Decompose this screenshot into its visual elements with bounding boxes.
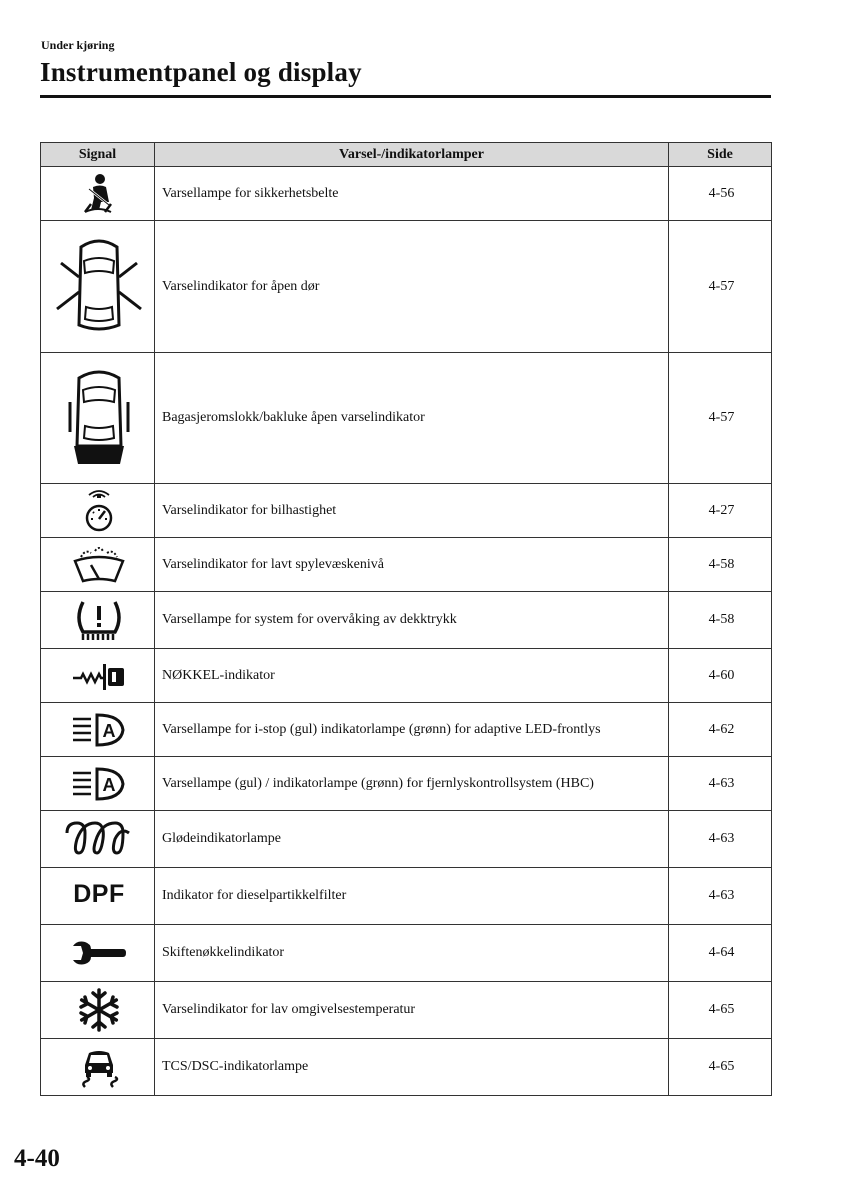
glow-plug-icon (63, 819, 135, 859)
signal-cell (41, 982, 155, 1039)
description-cell: NØKKEL-indikator (155, 649, 669, 703)
table-row (41, 353, 772, 484)
signal-cell (41, 221, 155, 353)
warning-lamps-table (40, 142, 772, 1096)
table-row (41, 484, 772, 538)
signal-cell (41, 592, 155, 649)
table-row (41, 592, 772, 649)
page-cell: 4-62 (669, 703, 772, 757)
description-cell: Indikator for dieselpartikkelfilter (155, 868, 669, 925)
table-row (41, 811, 772, 868)
description-cell: Skiftenøkkelindikator (155, 925, 669, 982)
signal-cell (41, 538, 155, 592)
adaptive-led-headlight-icon (71, 711, 127, 749)
description-cell: Varsellampe (gul) / indikatorlampe (grønn) for fjernlyskontrollsystem (HBC) (155, 757, 669, 811)
table-row (41, 538, 772, 592)
table-row (41, 982, 772, 1039)
page-cell: 4-60 (669, 649, 772, 703)
signal-cell (41, 353, 155, 484)
page-cell: 4-57 (669, 221, 772, 353)
table-row (41, 221, 772, 353)
table-row (41, 1039, 772, 1096)
tire-pressure-icon (73, 596, 125, 644)
page-title: Instrumentpanel og display (40, 57, 362, 87)
table-row (41, 757, 772, 811)
title-rule (40, 95, 771, 98)
speed-warning-icon (79, 489, 119, 533)
signal-cell (41, 811, 155, 868)
page-cell: 4-64 (669, 925, 772, 982)
table-row (41, 868, 772, 925)
column-header-description: Varsel-/indikatorlamper (155, 143, 669, 167)
snowflake-icon (76, 987, 122, 1033)
washer-fluid-icon (71, 545, 127, 585)
seatbelt-warning-icon (79, 172, 119, 216)
table-row (41, 925, 772, 982)
description-cell: Varselindikator for bilhastighet (155, 484, 669, 538)
page-cell: 4-65 (669, 1039, 772, 1096)
page-cell: 4-65 (669, 982, 772, 1039)
description-cell: TCS/DSC-indikatorlampe (155, 1039, 669, 1096)
signal-cell (41, 868, 155, 925)
page-number: 4-40 (14, 1145, 60, 1172)
page-cell: 4-63 (669, 868, 772, 925)
signal-cell (41, 167, 155, 221)
page-cell: 4-63 (669, 757, 772, 811)
description-cell: Varsellampe for i-stop (gul) indikatorlampe (grønn) for adaptive LED-frontlys (155, 703, 669, 757)
column-header-signal: Signal (41, 143, 155, 167)
tcs-dsc-icon (77, 1045, 121, 1089)
description-cell: Varselindikator for åpen dør (155, 221, 669, 353)
page-cell: 4-56 (669, 167, 772, 221)
signal-cell (41, 703, 155, 757)
signal-cell (41, 1039, 155, 1096)
description-cell: Bagasjeromslokk/bakluke åpen varselindikator (155, 353, 669, 484)
page-cell: 4-57 (669, 353, 772, 484)
section-label: Under kjøring (41, 38, 115, 52)
description-cell: Varsellampe for sikkerhetsbelte (155, 167, 669, 221)
page-cell: 4-27 (669, 484, 772, 538)
signal-cell (41, 484, 155, 538)
page-cell: 4-58 (669, 592, 772, 649)
svg-text:A: A (102, 720, 116, 741)
description-cell: Glødeindikatorlampe (155, 811, 669, 868)
table-row (41, 649, 772, 703)
table-row (41, 167, 772, 221)
trunk-open-icon (64, 366, 134, 470)
door-open-icon (51, 237, 147, 337)
signal-cell (41, 925, 155, 982)
signal-cell (41, 757, 155, 811)
page-cell: 4-63 (669, 811, 772, 868)
high-beam-control-icon (71, 765, 127, 803)
signal-cell (41, 649, 155, 703)
description-cell: Varsellampe for system for overvåking av dekktrykk (155, 592, 669, 649)
page-cell: 4-58 (669, 538, 772, 592)
description-cell: Varselindikator for lavt spylevæskenivå (155, 538, 669, 592)
wrench-icon (71, 938, 127, 968)
column-header-page: Side (669, 143, 772, 167)
dpf-icon: DPF (73, 879, 125, 908)
key-indicator-icon (71, 658, 127, 694)
svg-text:A: A (102, 774, 116, 795)
table-row (41, 703, 772, 757)
table-header-row (41, 143, 772, 167)
description-cell: Varselindikator for lav omgivelsestemperatur (155, 982, 669, 1039)
